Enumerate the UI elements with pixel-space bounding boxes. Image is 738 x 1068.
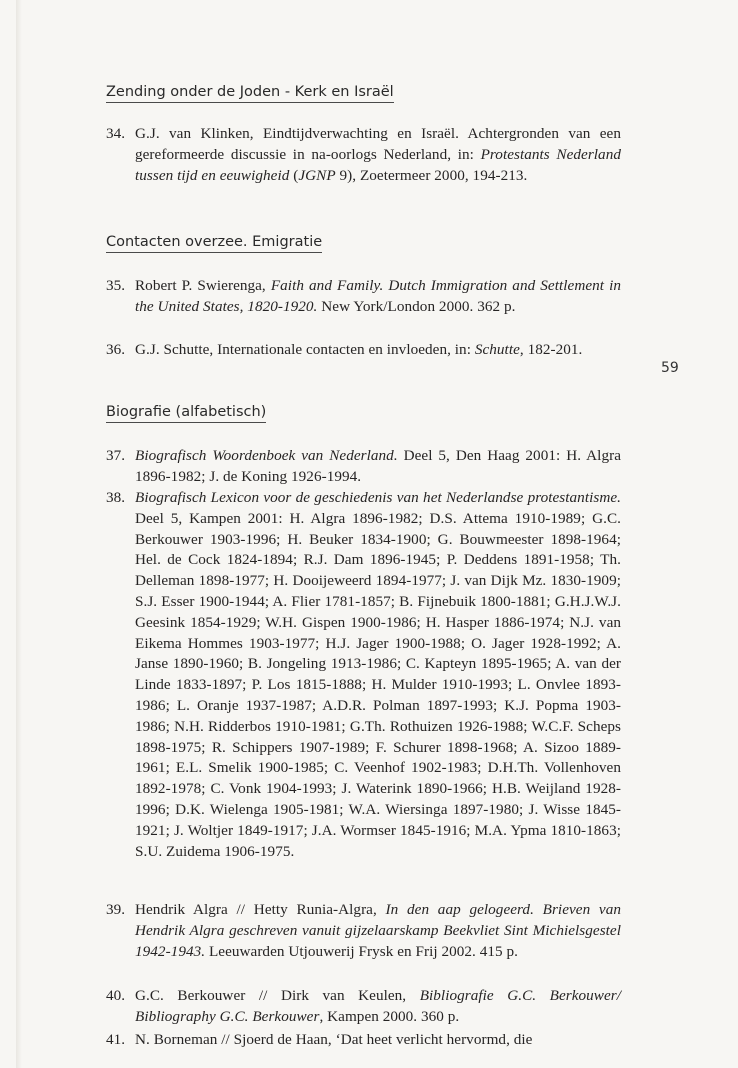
bibliography-entry-39	[106, 900, 621, 962]
entry-number: 41.	[106, 1031, 126, 1048]
entry-text: G.J. Schutte, Internationale contacten en invloeden, in: Schutte, 182-201.	[135, 341, 583, 358]
page-gutter-shadow	[16, 0, 22, 1068]
bibliography-entry-38	[106, 488, 621, 862]
bibliography-entry-37	[106, 446, 621, 488]
entry-number: 39.	[106, 901, 126, 918]
entry-number: 38.	[106, 489, 126, 506]
entry-text: G.C. Berkouwer // Dirk van Keulen, Bibliografie G.C. Berkouwer/ Bibliography G.C. Berkouwer, Kampen 2000. 360 p.	[135, 987, 622, 1025]
entry-text: Hendrik Algra // Hetty Runia-Algra, In den aap gelogeerd. Brieven van Hendrik Algra geschreven vanuit gijzelaarskamp Beekvliet Sint Michielsgestel 1942-1943. Leeuwarden Utjouwerij Frysk en Frij 2002. 415 p.	[135, 901, 622, 960]
entry-number: 35.	[106, 277, 126, 294]
entry-text: Robert P. Swierenga, Faith and Family. Dutch Immigration and Settlement in the United States, 1820-1920. New York/London 2000. 362 p.	[135, 277, 622, 315]
section-heading-zending: Zending onder de Joden - Kerk en Israël	[106, 84, 394, 103]
section-heading-biografie: Biografie (alfabetisch)	[106, 404, 266, 423]
bibliography-entry-41	[106, 1030, 621, 1051]
bibliography-entry-34	[106, 124, 621, 186]
bibliography-entry-36	[106, 340, 621, 361]
section-heading-contacten: Contacten overzee. Emigratie	[106, 234, 322, 253]
entry-number: 37.	[106, 447, 126, 464]
entry-number: 36.	[106, 341, 126, 358]
entry-text: N. Borneman // Sjoerd de Haan, ‘Dat heet verlicht hervormd, die	[135, 1031, 533, 1048]
entry-number: 40.	[106, 987, 126, 1004]
bibliography-entry-40	[106, 986, 621, 1028]
entry-text: Biografisch Woordenboek van Nederland. Deel 5, Den Haag 2001: H. Algra 1896-1982; J. de Koning 1926-1994.	[135, 447, 621, 485]
page-number: 59	[661, 360, 679, 376]
entry-text: Biografisch Lexicon voor de geschiedenis van het Nederlandse protestantisme. Deel 5, Kampen 2001: H. Algra 1896-1982; D.S. Attema 1910-1989; G.C. Berkouwer 1903-1996; H. Beuker 1834-1900; G. Bouwmeester 1898-1964; Hel. de Cock 1824-1894; R.J. Dam 1896-1945; P. Deddens 1891-1958; Th. Delleman 1898-1977; H. Dooijeweerd 1894-1977; J. van Dijk Mz. 1830-1909; S.J. Esser 1900-1944; A. Flier 1781-1857; B. Fijnebuik 1800-1881; G.H.J.W.J. Geesink 1854-1929; W.H. Gispen 1900-1986; H. Hasper 1886-1974; N.J. van Eikema Hommes 1903-1977; H.J. Jager 1900-1988; O. Jager 1928-1992; A. Janse 1890-1960; B. Jongeling 1913-1986; C. Kapteyn 1895-1965; A. van der Linde 1833-1897; P. Los 1815-1888; H. Mulder 1910-1993; L. Onvlee 1893-1986; L. Oranje 1937-1987; A.D.R. Polman 1897-1993; K.J. Popma 1903-1986; N.H. Ridderbos 1910-1981; G.Th. Rothuizen 1926-1988; W.C.F. Scheps 1898-1975; R. Schippers 1907-1989; F. Schurer 1898-1968; A. Sizoo 1889-1961; E.L. Smelik 1900-1985; C. Veenhof 1902-1983; D.H.Th. Vollenhoven 1892-1978; C. Vonk 1904-1993; J. Waterink 1890-1966; H.B. Weijland 1928-1996; D.K. Wielenga 1905-1981; W.A. Wiersinga 1897-1980; J. Wisse 1845-1921; J. Woltjer 1849-1917; J.A. Wormser 1845-1916; M.A. Ypma 1810-1863; S.U. Zuidema 1906-1975.	[135, 489, 621, 860]
bibliography-entry-35	[106, 276, 621, 318]
entry-number: 34.	[106, 125, 126, 142]
entry-text: G.J. van Klinken, Eindtijdverwachting en Israël. Achtergronden van een gereformeerde discussie in na-oorlogs Nederland, in: Protestants Nederland tussen tijd en eeuwigheid (JGNP 9), Zoetermeer 2000, 194-213.	[135, 125, 621, 184]
